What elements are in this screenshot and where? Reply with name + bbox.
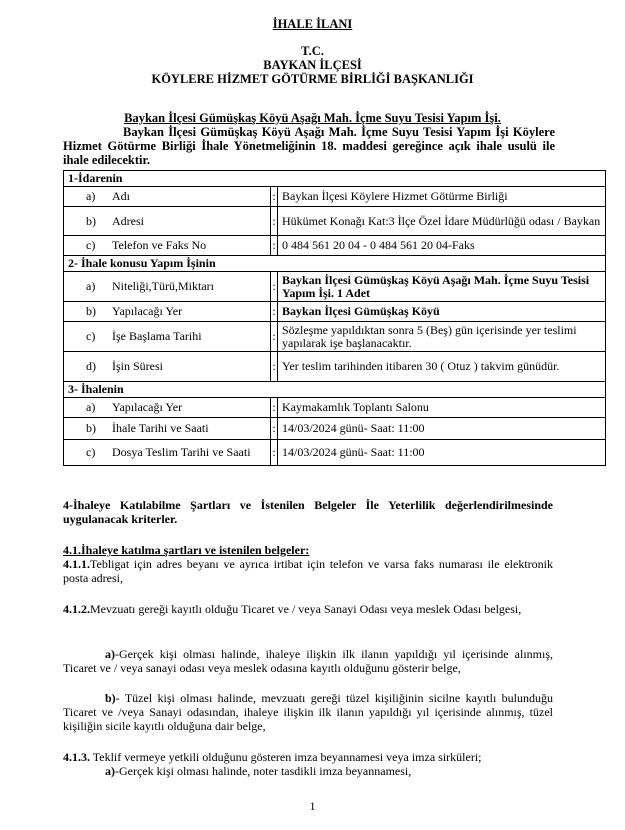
table-row (64, 187, 606, 207)
document-title: İHALE İLANI (272, 17, 353, 31)
row-key: a) (86, 400, 96, 414)
section-4-1-2-b (63, 691, 553, 733)
section-2-heading: 2- İhale konusu Yapım İşinin (64, 256, 606, 272)
clause-number: 4.1.1. (63, 557, 90, 571)
tender-info-table (63, 170, 606, 466)
row-colon: : (271, 187, 278, 207)
clause-text: Tebligat için adres beyanı ve ayrıca irtibat için telefon ve varsa faks numarası ile elektronik posta adresi, (63, 557, 553, 585)
clause-key: a) (105, 647, 115, 661)
table-row (64, 352, 606, 382)
row-colon: : (271, 207, 278, 236)
row-label: İşin Süresi (112, 359, 163, 373)
row-colon: : (271, 272, 278, 302)
row-label: Yapılacağı Yer (112, 304, 183, 318)
row-colon: : (271, 236, 278, 256)
row-value: Baykan İlçesi Gümüşkaş Köyü Aşağı Mah. İçme Suyu Tesisi Yapım İşi. 1 Adet (278, 272, 606, 302)
row-value: 14/03/2024 günü- Saat: 11:00 (278, 440, 606, 466)
row-value: Baykan İlçesi Gümüşkaş Köyü (278, 302, 606, 322)
table-row (64, 302, 606, 322)
row-key: b) (86, 304, 96, 318)
row-label: Dosya Teslim Tarihi ve Saati (112, 445, 251, 459)
table-row (64, 207, 606, 236)
header-line-2: BAYKAN İLÇESİ (263, 58, 362, 72)
row-colon: : (271, 440, 278, 466)
row-label: Yapılacağı Yer (112, 400, 183, 414)
row-label: İşe Başlama Tarihi (112, 329, 202, 343)
section-4-1-2-a (63, 647, 553, 675)
clause-number: 4.1.3. (63, 750, 90, 764)
clause-number: 4.1.2. (63, 602, 90, 616)
row-key: d) (86, 359, 96, 373)
row-label: Adı (112, 189, 130, 203)
row-value: Hükümet Konağı Kat:3 İlçe Özel İdare Müdürlüğü odası / Baykan (278, 207, 606, 236)
row-key: a) (86, 279, 96, 293)
clause-text: -Gerçek kişi olması halinde, noter tasdikli imza beyannamesi, (115, 764, 412, 778)
row-label: Telefon ve Faks No (112, 238, 207, 252)
table-row (64, 398, 606, 418)
section-4-1-3-a (63, 764, 553, 778)
row-key: c) (86, 445, 96, 459)
row-colon: : (271, 302, 278, 322)
page-number: 1 (309, 799, 316, 813)
section-4-1-title: 4.1.İhaleye katılma şartları ve istenilen belgeler: (63, 543, 310, 557)
section-4-1-1 (63, 557, 553, 585)
table-row (64, 418, 606, 440)
clause-key: a) (105, 764, 115, 778)
row-colon: : (271, 398, 278, 418)
row-key: b) (86, 421, 96, 435)
section-4-1-3 (63, 750, 553, 764)
table-row (64, 272, 606, 302)
row-value: Kaymakamlık Toplantı Salonu (278, 398, 606, 418)
row-value: Yer teslim tarihinden itibaren 30 ( Otuz ) takvim günüdür. (278, 352, 606, 382)
row-value: Baykan İlçesi Köylere Hizmet Götürme Birliği (278, 187, 606, 207)
section-3-heading: 3- İhalenin (64, 382, 606, 398)
row-label: Adresi (112, 213, 144, 228)
row-value: Sözleşme yapıldıktan sonra 5 (Beş) gün içerisinde yer teslimi yapılarak işe başlanacaktır. (278, 322, 606, 352)
row-key: a) (86, 189, 96, 203)
clause-text: -Gerçek kişi olması halinde, ihaleye ilişkin ilk ilanın yapıldığı yıl içerisinde alınmış, Ticaret ve / veya sanayi odası veya meslek odasına kayıtlı olduğunu gösterir belge, (63, 647, 553, 675)
row-value: 14/03/2024 günü- Saat: 11:00 (278, 418, 606, 440)
row-label: Niteliği,Türü,Miktarı (112, 279, 214, 293)
clause-key: b) (105, 691, 116, 705)
row-key: b) (86, 213, 96, 228)
section-4-title: 4-İhaleye Katılabilme Şartları ve İstenilen Belgeler İle Yeterlilik değerlendirilmesinde uygulanacak kriterler. (63, 498, 553, 526)
table-row (64, 440, 606, 466)
row-key: c) (86, 238, 96, 252)
intro-paragraph: Baykan İlçesi Gümüşkaş Köyü Aşağı Mah. İçme Suyu Tesisi Yapım İşi Köylere Hizmet Götürme Birliği İhale Yönetmeliğinin 18. maddesi gereğince açık ihale usulü ile ihale edilecektir. (63, 125, 555, 167)
clause-text: Mevzuatı gereği kayıtlı olduğu Ticaret ve / veya Sanayi Odası veya meslek Odası belgesi, (90, 602, 522, 616)
row-value: 0 484 561 20 04 - 0 484 561 20 04-Faks (278, 236, 606, 256)
row-label: İhale Tarihi ve Saati (112, 421, 209, 435)
header-line-3: KÖYLERE HİZMET GÖTÜRME BİRLİĞİ BAŞKANLIĞI (151, 72, 474, 86)
row-colon: : (271, 322, 278, 352)
section-1-heading: 1-İdarenin (64, 171, 606, 187)
tender-subject: Baykan İlçesi Gümüşkaş Köyü Aşağı Mah. İçme Suyu Tesisi Yapım İşi. (124, 111, 501, 125)
row-colon: : (271, 352, 278, 382)
clause-text: - Tüzel kişi olması halinde, mevzuatı gereği tüzel kişiliğinin sicilne kayıtlı bulunduğu Ticaret ve /veya Sanayi odasından, ihaleye ilişkin ilk ilanın yapıldığı yıl içerisinde alınmış, tüzel kişiliğin sicile kayıtlı olduğuna dair belge, (63, 691, 553, 733)
table-row (64, 322, 606, 352)
clause-text: Teklif vermeye yetkili olduğunu gösteren imza beyannamesi veya imza sirküleri; (90, 750, 482, 764)
row-key: c) (86, 329, 96, 343)
row-colon: : (271, 418, 278, 440)
section-4-1-2 (63, 602, 553, 616)
header-line-1: T.C. (301, 44, 324, 58)
table-row (64, 236, 606, 256)
